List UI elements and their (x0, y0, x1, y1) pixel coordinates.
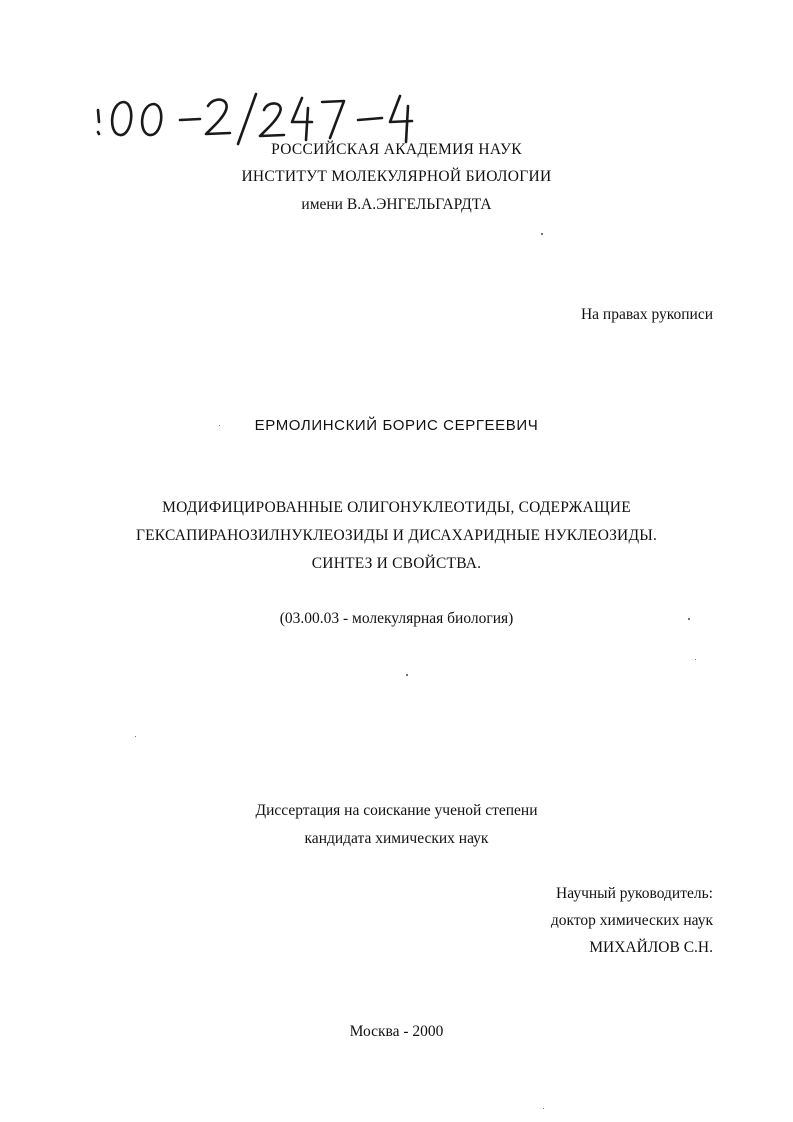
handwritten-catalog-number (96, 88, 436, 148)
handwritten-catalog-number-drawing (96, 88, 436, 148)
specialty-code: (03.00.03 - молекулярная биология) (279, 610, 514, 627)
institute-named-after: имени В.А.ЭНГЕЛЬГАРДТА (301, 196, 492, 213)
scan-speck (695, 659, 696, 660)
scan-speck (135, 736, 136, 737)
scan-speck (688, 618, 690, 620)
supervisor-name: МИХАЙЛОВ С.Н. (589, 939, 713, 956)
title-line-3: СИНТЕЗ И СВОЙСТВА. (311, 555, 482, 572)
author-name: ЕРМОЛИНСКИЙ БОРИС СЕРГЕЕВИЧ (254, 417, 539, 434)
dissertation-line-2: кандидата химических наук (304, 830, 489, 847)
supervisor-label: Научный руководитель: (556, 885, 713, 902)
scan-speck (219, 425, 220, 426)
scan-speck (406, 674, 408, 676)
rights-note: На правах рукописи (580, 306, 713, 323)
place-year: Москва - 2000 (349, 1023, 444, 1040)
title-line-2: ГЕКСАПИРАНОЗИЛНУКЛЕОЗИДЫ И ДИСАХАРИДНЫЕ НУКЛЕОЗИДЫ. (135, 527, 658, 544)
scan-speck (541, 233, 543, 235)
dissertation-line-1: Диссертация на соискание ученой степени (255, 802, 538, 819)
supervisor-degree: доктор химических наук (550, 912, 713, 929)
scan-speck (543, 1108, 544, 1109)
institute-name: ИНСТИТУТ МОЛЕКУЛЯРНОЙ БИОЛОГИИ (241, 168, 552, 185)
academy-name: РОССИЙСКАЯ АКАДЕМИЯ НАУК (271, 141, 522, 158)
title-line-1: МОДИФИЦИРОВАННЫЕ ОЛИГОНУКЛЕОТИДЫ, СОДЕРЖАЩИЕ (162, 499, 631, 516)
